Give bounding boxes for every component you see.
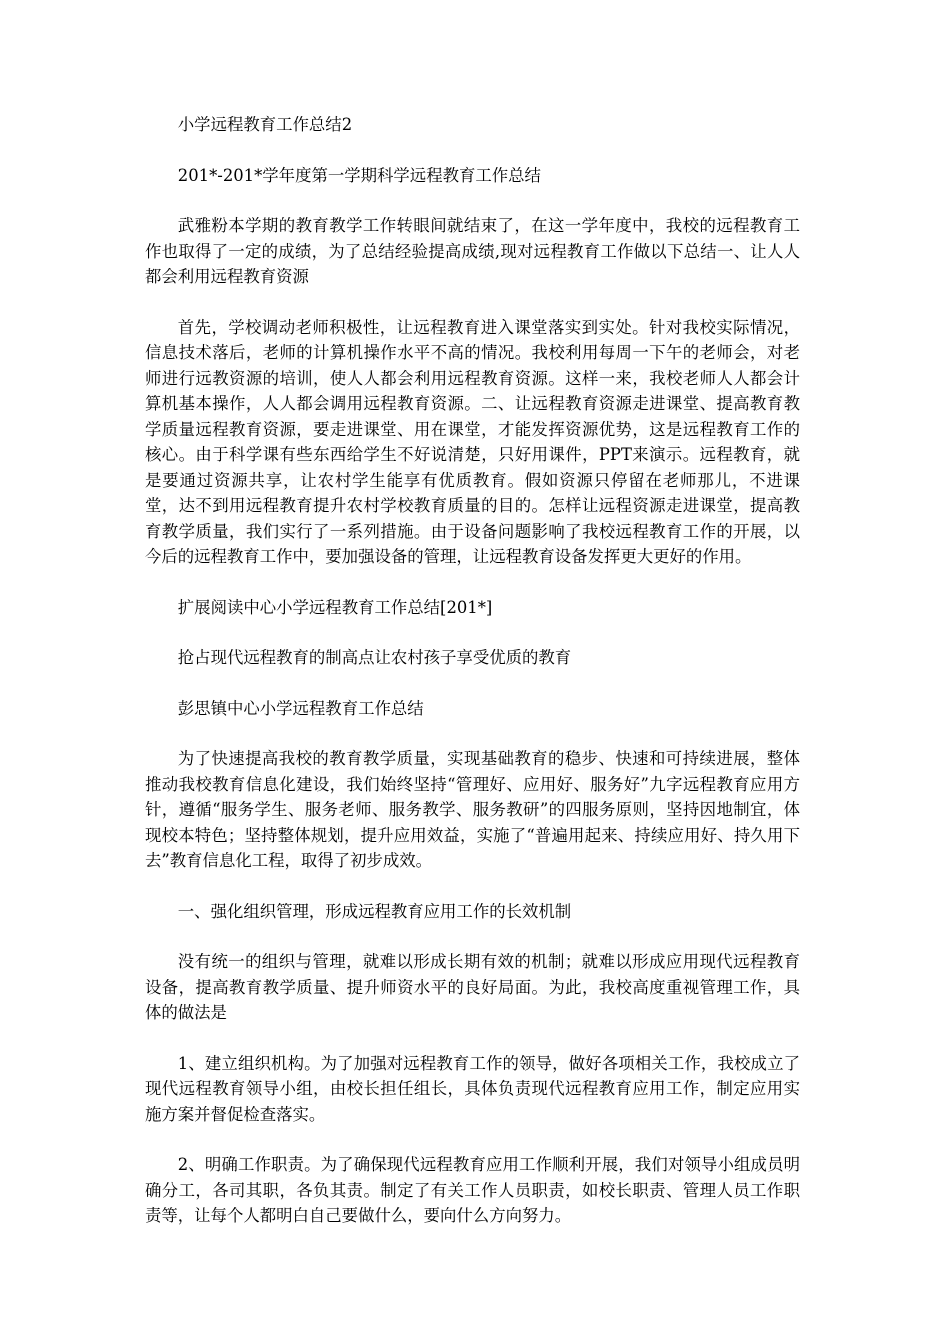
document-title: 小学远程教育工作总结2 <box>177 115 353 134</box>
paragraph: 2、明确工作职责。为了确保现代远程教育应用工作顺利开展，我们对领导小组成员明确分工，各司其职，各负其责。制定了有关工作人员职责，如校长职责、管理人员工作职责等，让每个人都明白自己要做什么，要向什么方向努力。 <box>145 1155 800 1225</box>
paragraph: 为了快速提高我校的教育教学质量，实现基础教育的稳步、快速和可持续进展，整体推动我校教育信息化建设，我们始终坚持“管理好、应用好、服务好”九字远程教育应用方针，遵循“服务学生、服务老师、服务教学、服务教研”的四服务原则，坚持因地制宜，体现校本特色；坚持整体规划，提升应用效益，实施了“普遍用起来、持续应用好、持久用下去”教育信息化工程，取得了初步成效。 <box>145 749 800 870</box>
paragraph: 武雅粉本学期的教育教学工作转眼间就结束了，在这一学年度中，我校的远程教育工作也取得了一定的成绩，为了总结经验提高成绩,现对远程教育工作做以下总结一、让人人都会利用远程教育资源 <box>145 216 800 286</box>
paragraph: 没有统一的组织与管理，就难以形成长期有效的机制；就难以形成应用现代远程教育设备，提高教育教学质量、提升师资水平的良好局面。为此，我校高度重视管理工作，具体的做法是 <box>145 952 800 1022</box>
paragraph: 1、建立组织机构。为了加强对远程教育工作的领导，做好各项相关工作，我校成立了现代远程教育领导小组，由校长担任组长，具体负责现代远程教育应用工作，制定应用实施方案并督促检查落实。 <box>145 1053 800 1124</box>
paragraph: 首先，学校调动老师积极性，让远程教育进入课堂落实到实处。针对我校实际情况，信息技术落后，老师的计算机操作水平不高的情况。我校利用每周一下午的老师会，对老师进行远教资源的培训，使人人都会利用远程教育资源。这样一来，我校老师人人都会计算机基本操作，人人都会调用远程教育资源。二、让远程教育资源走进课堂、提高教育教学质量远程教育资源，要走进课堂、用在课堂，才能发挥资源优势，这是远程教育工作的核心。由于科学课有些东西给学生不好说清楚，只好用课件，PPT来演示。远程教育，就是要通过资源共享，让农村学生能享有优质教育。假如资源只停留在老师那儿，不进课堂，达不到用远程教育提升农村学校教育质量的目的。怎样让远程资源走进课堂，提高教育教学质量，我们实行了一系列措施。由于设备问题影响了我校远程教育工作的开展，以今后的远程教育工作中，要加强设备的管理，让远程教育设备发挥更大更好的作用。 <box>145 317 800 566</box>
extended-reading-heading: 扩展阅读中心小学远程教育工作总结[201*] <box>177 597 493 617</box>
section-heading: 一、强化组织管理，形成远程教育应用工作的长效机制 <box>177 901 572 921</box>
document-body <box>145 112 800 1254</box>
section-title: 201*-201*学年度第一学期科学远程教育工作总结 <box>177 165 541 185</box>
subtitle: 抢占现代远程教育的制高点让农村孩子享受优质的教育 <box>177 648 572 667</box>
section-title: 彭思镇中心小学远程教育工作总结 <box>177 698 424 718</box>
